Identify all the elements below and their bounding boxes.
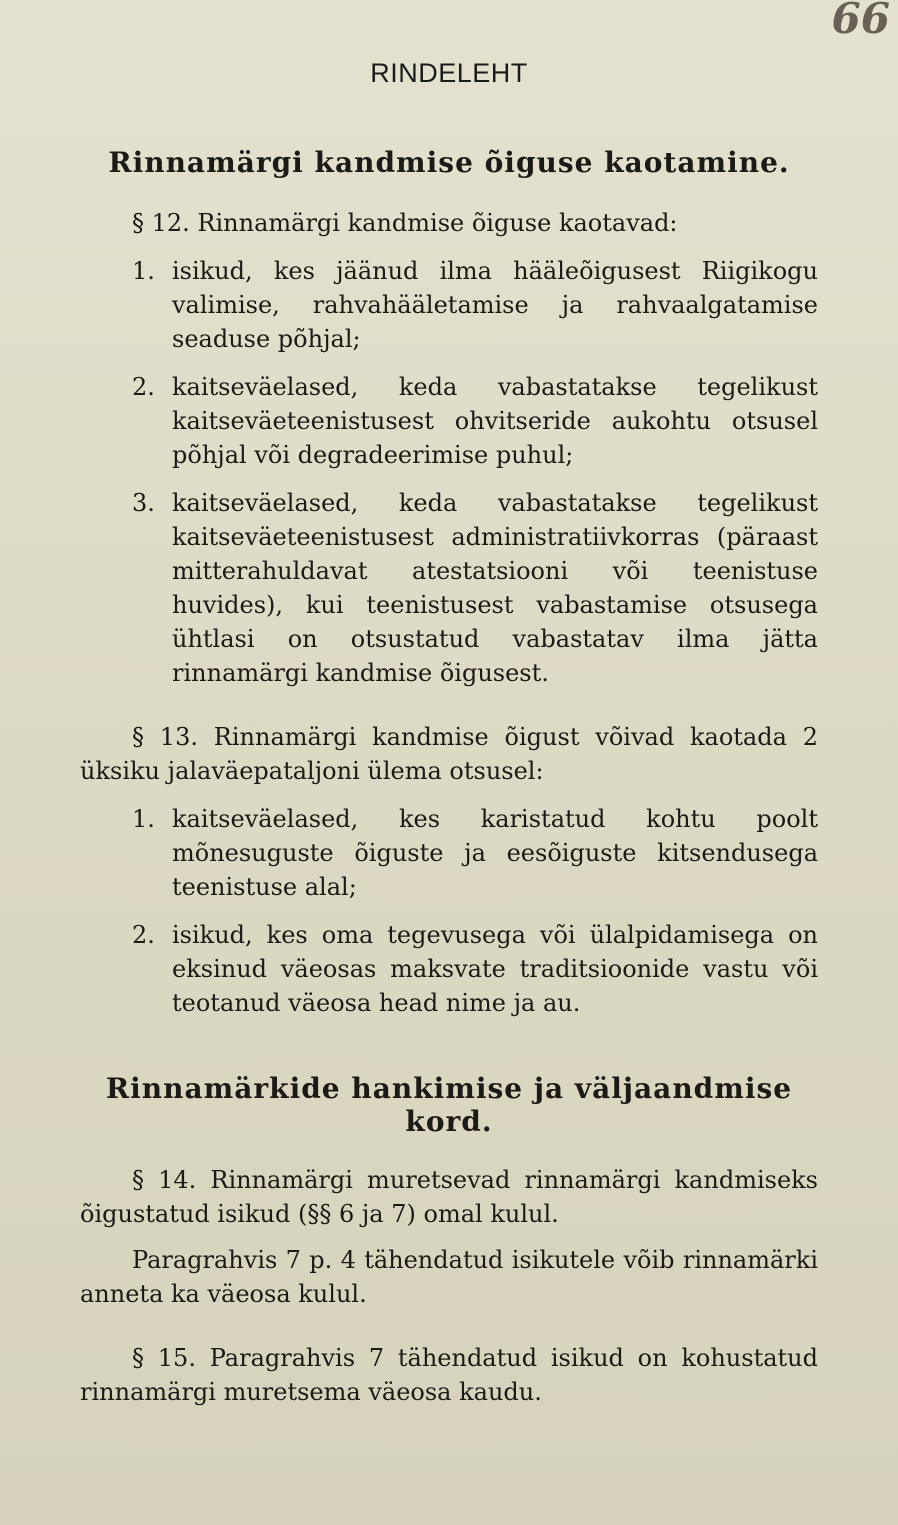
list-text: kaitseväelased, kes karistatud kohtu poolt mõnesuguste õiguste ja eesõiguste kitsendusega teenistuse alal; [172,804,818,901]
paragraph-14b: Paragrahvis 7 p. 4 tähendatud isikutele võib rinnamärki anneta ka väeosa kulul. [80,1245,818,1308]
list-item [80,918,818,1020]
list-number: 3. [132,488,155,517]
document-body [80,140,818,1409]
paragraph-15: § 15. Paragrahvis 7 tähendatud isikud on kohustatud rinnamärgi muretsema väeosa kaudu. [80,1343,818,1406]
list-item [80,254,818,356]
paragraph-14: § 14. Rinnamärgi muretsevad rinnamärgi kandmiseks õigustatud isikud (§§ 6 ja 7) omal kulul. [80,1165,818,1228]
section-heading-loss: Rinnamärgi kandmise õiguse kaotamine. [108,146,790,179]
list-text: kaitseväelased, keda vabastatakse tegelikust kaitseväeteenistusest administratiivkorras (päraast mitterahuldavat atestatsiooni või teenistuse huvides), kui teenistusest vabastamise otsusega ühtlasi on otsustatud vabastatav ilma jätta rinnamärgi kandmise õigusest. [172,488,818,687]
section-heading-acquisition: Rinnamärkide hankimise ja väljaandmise kord. [105,1071,793,1139]
list-number: 1. [132,804,155,833]
list-item [80,486,818,690]
list-number: 1. [132,256,155,285]
list-text: kaitseväelased, keda vabastatakse tegelikust kaitseväeteenistusest ohvitseride aukohtu otsusel põhjal või degradeerimise puhul; [172,372,818,469]
page-number: 66 [831,0,890,43]
list-item [80,370,818,472]
paragraph-12-list [80,254,818,690]
paragraph-13: § 13. Rinnamärgi kandmise õigust võivad kaotada 2 üksiku jalaväepataljoni ülema otsusel: [80,722,818,785]
list-number: 2. [132,920,155,949]
list-text: isikud, kes jäänud ilma hääleõigusest Riigikogu valimise, rahvahääletamise ja rahvaalgatamise seaduse põhjal; [172,256,818,353]
list-text: isikud, kes oma tegevusega või ülalpidamisega on eksinud väeosas maksvate traditsioonide vastu või teotanud väeosa head nime ja au. [172,920,818,1017]
list-number: 2. [132,372,155,401]
list-item [80,802,818,904]
top-label: RINDELEHT [370,58,528,88]
paragraph-12: § 12. Rinnamärgi kandmise õiguse kaotavad: [132,208,678,237]
paragraph-13-list [80,802,818,1020]
